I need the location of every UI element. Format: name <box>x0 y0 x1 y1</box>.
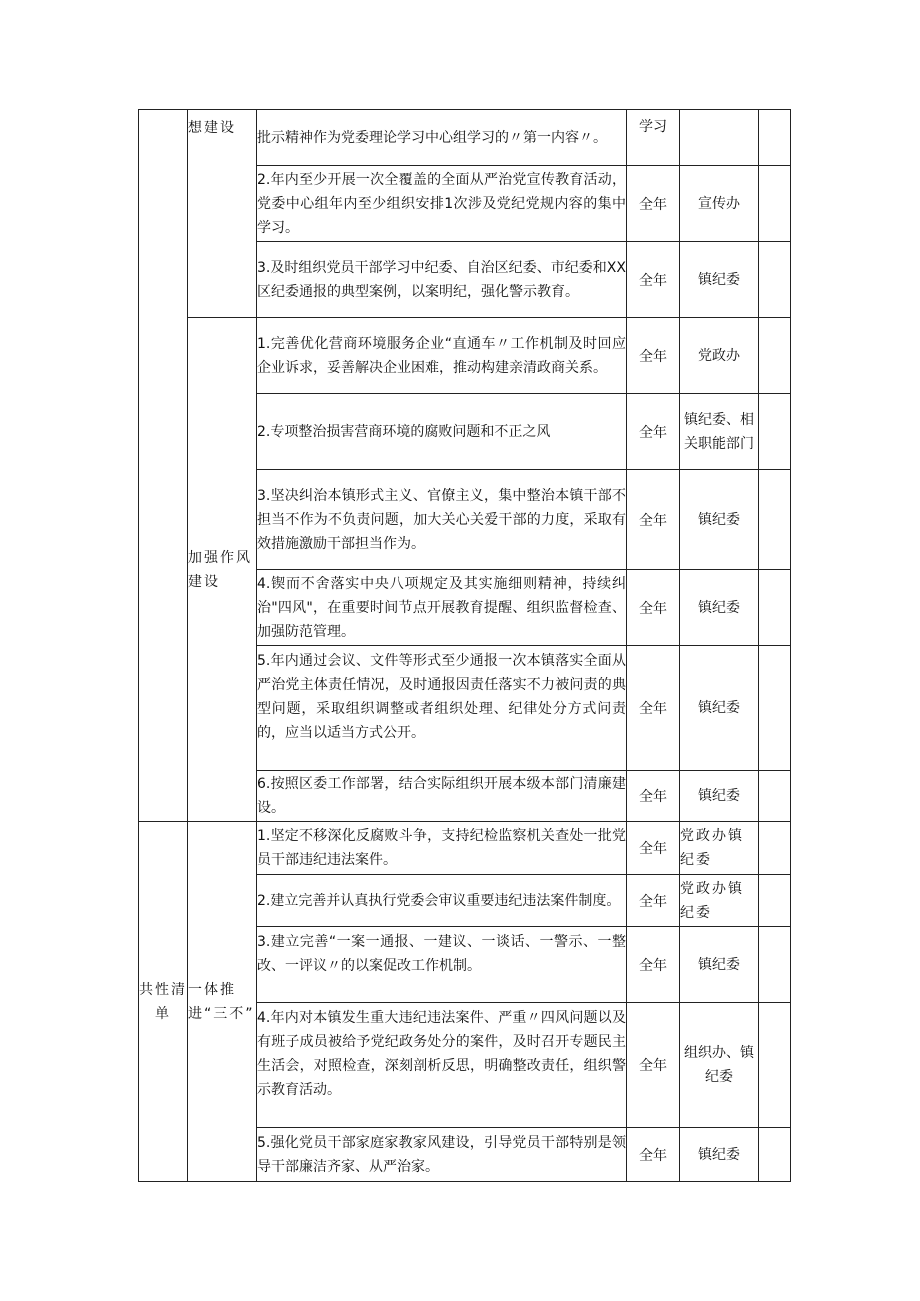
task-unit: 镇纪委 <box>680 470 759 570</box>
task-unit: 镇纪委 <box>680 570 759 646</box>
remark-cell <box>759 318 791 394</box>
remark-cell <box>759 394 791 470</box>
task-unit: 党政办 <box>680 318 759 394</box>
table-row <box>139 110 791 166</box>
category-cell-empty <box>139 110 188 822</box>
task-time: 全年 <box>627 570 680 646</box>
task-unit: 宣传办 <box>680 166 759 242</box>
remark-cell <box>759 110 791 166</box>
task-unit: 组织办、镇纪委 <box>680 1003 759 1128</box>
task-content: 2.建立完善并认真执行党委会审议重要违纪违法案件制度。 <box>257 875 627 927</box>
task-content: 1.完善优化营商环境服务企业“直通车〃工作机制及时回应企业诉求，妥善解决企业困难，推动构建亲清政商关系。 <box>257 318 627 394</box>
task-time: 全年 <box>627 771 680 822</box>
task-time: 全年 <box>627 646 680 771</box>
task-content: 3.及时组织党员干部学习中纪委、自治区纪委、市纪委和XX区纪委通报的典型案例，以案明纪，强化警示教育。 <box>257 242 627 318</box>
task-content: 4.年内对本镇发生重大违纪违法案件、严重〃四风问题以及有班子成员被给予党纪政务处分的案件，及时召开专题民主生活会，对照检查，深刻剖析反思，明确整改责任，组织警示教育活动。 <box>257 1003 627 1128</box>
task-time: 全年 <box>627 875 680 927</box>
remark-cell <box>759 771 791 822</box>
task-unit: 镇纪委 <box>680 242 759 318</box>
remark-cell <box>759 242 791 318</box>
task-unit: 党政办镇纪委 <box>680 822 759 875</box>
task-unit: 镇纪委、相关职能部门 <box>680 394 759 470</box>
remark-cell <box>759 1003 791 1128</box>
remark-cell <box>759 470 791 570</box>
task-content: 批示精神作为党委理论学习中心组学习的〃第一内容〃。 <box>257 110 627 166</box>
table-row <box>139 822 791 875</box>
task-unit: 镇纪委 <box>680 646 759 771</box>
task-unit: 镇纪委 <box>680 1128 759 1182</box>
task-time: 全年 <box>627 927 680 1003</box>
task-unit: 镇纪委 <box>680 927 759 1003</box>
task-unit: 党政办镇纪委 <box>680 875 759 927</box>
task-unit <box>680 110 759 166</box>
task-content: 2.年内至少开展一次全覆盖的全面从严治党宣传教育活动，党委中心组年内至少组织安排1次涉及党纪党规内容的集中学习。 <box>257 166 627 242</box>
remark-cell <box>759 875 791 927</box>
remark-cell <box>759 927 791 1003</box>
remark-cell <box>759 646 791 771</box>
section-work-style: 加强作风建设 <box>188 318 257 822</box>
task-content: 5.强化党员干部家庭家教家风建设，引导党员干部特别是领导干部廉洁齐家、从严治家。 <box>257 1128 627 1182</box>
remark-cell <box>759 1128 791 1182</box>
responsibility-table <box>138 109 791 1182</box>
category-common-list: 共性清单 <box>139 822 188 1182</box>
section-thought-building: 想建设 <box>188 110 257 318</box>
table-row <box>139 318 791 394</box>
task-time: 全年 <box>627 242 680 318</box>
task-content: 5.年内通过会议、文件等形式至少通报一次本镇落实全面从严治党主体责任情况，及时通报因责任落实不力被问责的典型问题，采取组织调整或者组织处理、纪律处分方式问责的，应当以适当方式公开。 <box>257 646 627 771</box>
task-unit: 镇纪委 <box>680 771 759 822</box>
task-content: 2.专项整治损害营商环境的腐败问题和不正之风 <box>257 394 627 470</box>
task-time: 全年 <box>627 1003 680 1128</box>
remark-cell <box>759 166 791 242</box>
task-time: 全年 <box>627 822 680 875</box>
task-time: 全年 <box>627 318 680 394</box>
task-time: 全年 <box>627 1128 680 1182</box>
task-time: 全年 <box>627 470 680 570</box>
remark-cell <box>759 570 791 646</box>
task-content: 1.坚定不移深化反腐败斗争，支持纪检监察机关查处一批党员干部违纪违法案件。 <box>257 822 627 875</box>
task-content: 6.按照区委工作部署，结合实际组织开展本级本部门清廉建设。 <box>257 771 627 822</box>
task-content: 3.坚决纠治本镇形式主义、官僚主义，集中整治本镇干部不担当不作为不负责问题，加大关心关爱干部的力度，采取有效措施激励干部担当作为。 <box>257 470 627 570</box>
task-content: 3.建立完善“一案一通报、一建议、一谈话、一警示、一整改、一评议〃的以案促改工作机制。 <box>257 927 627 1003</box>
remark-cell <box>759 822 791 875</box>
task-content: 4.锲而不舍落实中央八项规定及其实施细则精神，持续纠治"四风"，在重要时间节点开展教育提醒、组织监督检查、加强防范管理。 <box>257 570 627 646</box>
section-three-nots: 一体推进“三不” <box>188 822 257 1182</box>
task-time: 全年 <box>627 394 680 470</box>
task-time: 学习 <box>627 110 680 166</box>
task-time: 全年 <box>627 166 680 242</box>
